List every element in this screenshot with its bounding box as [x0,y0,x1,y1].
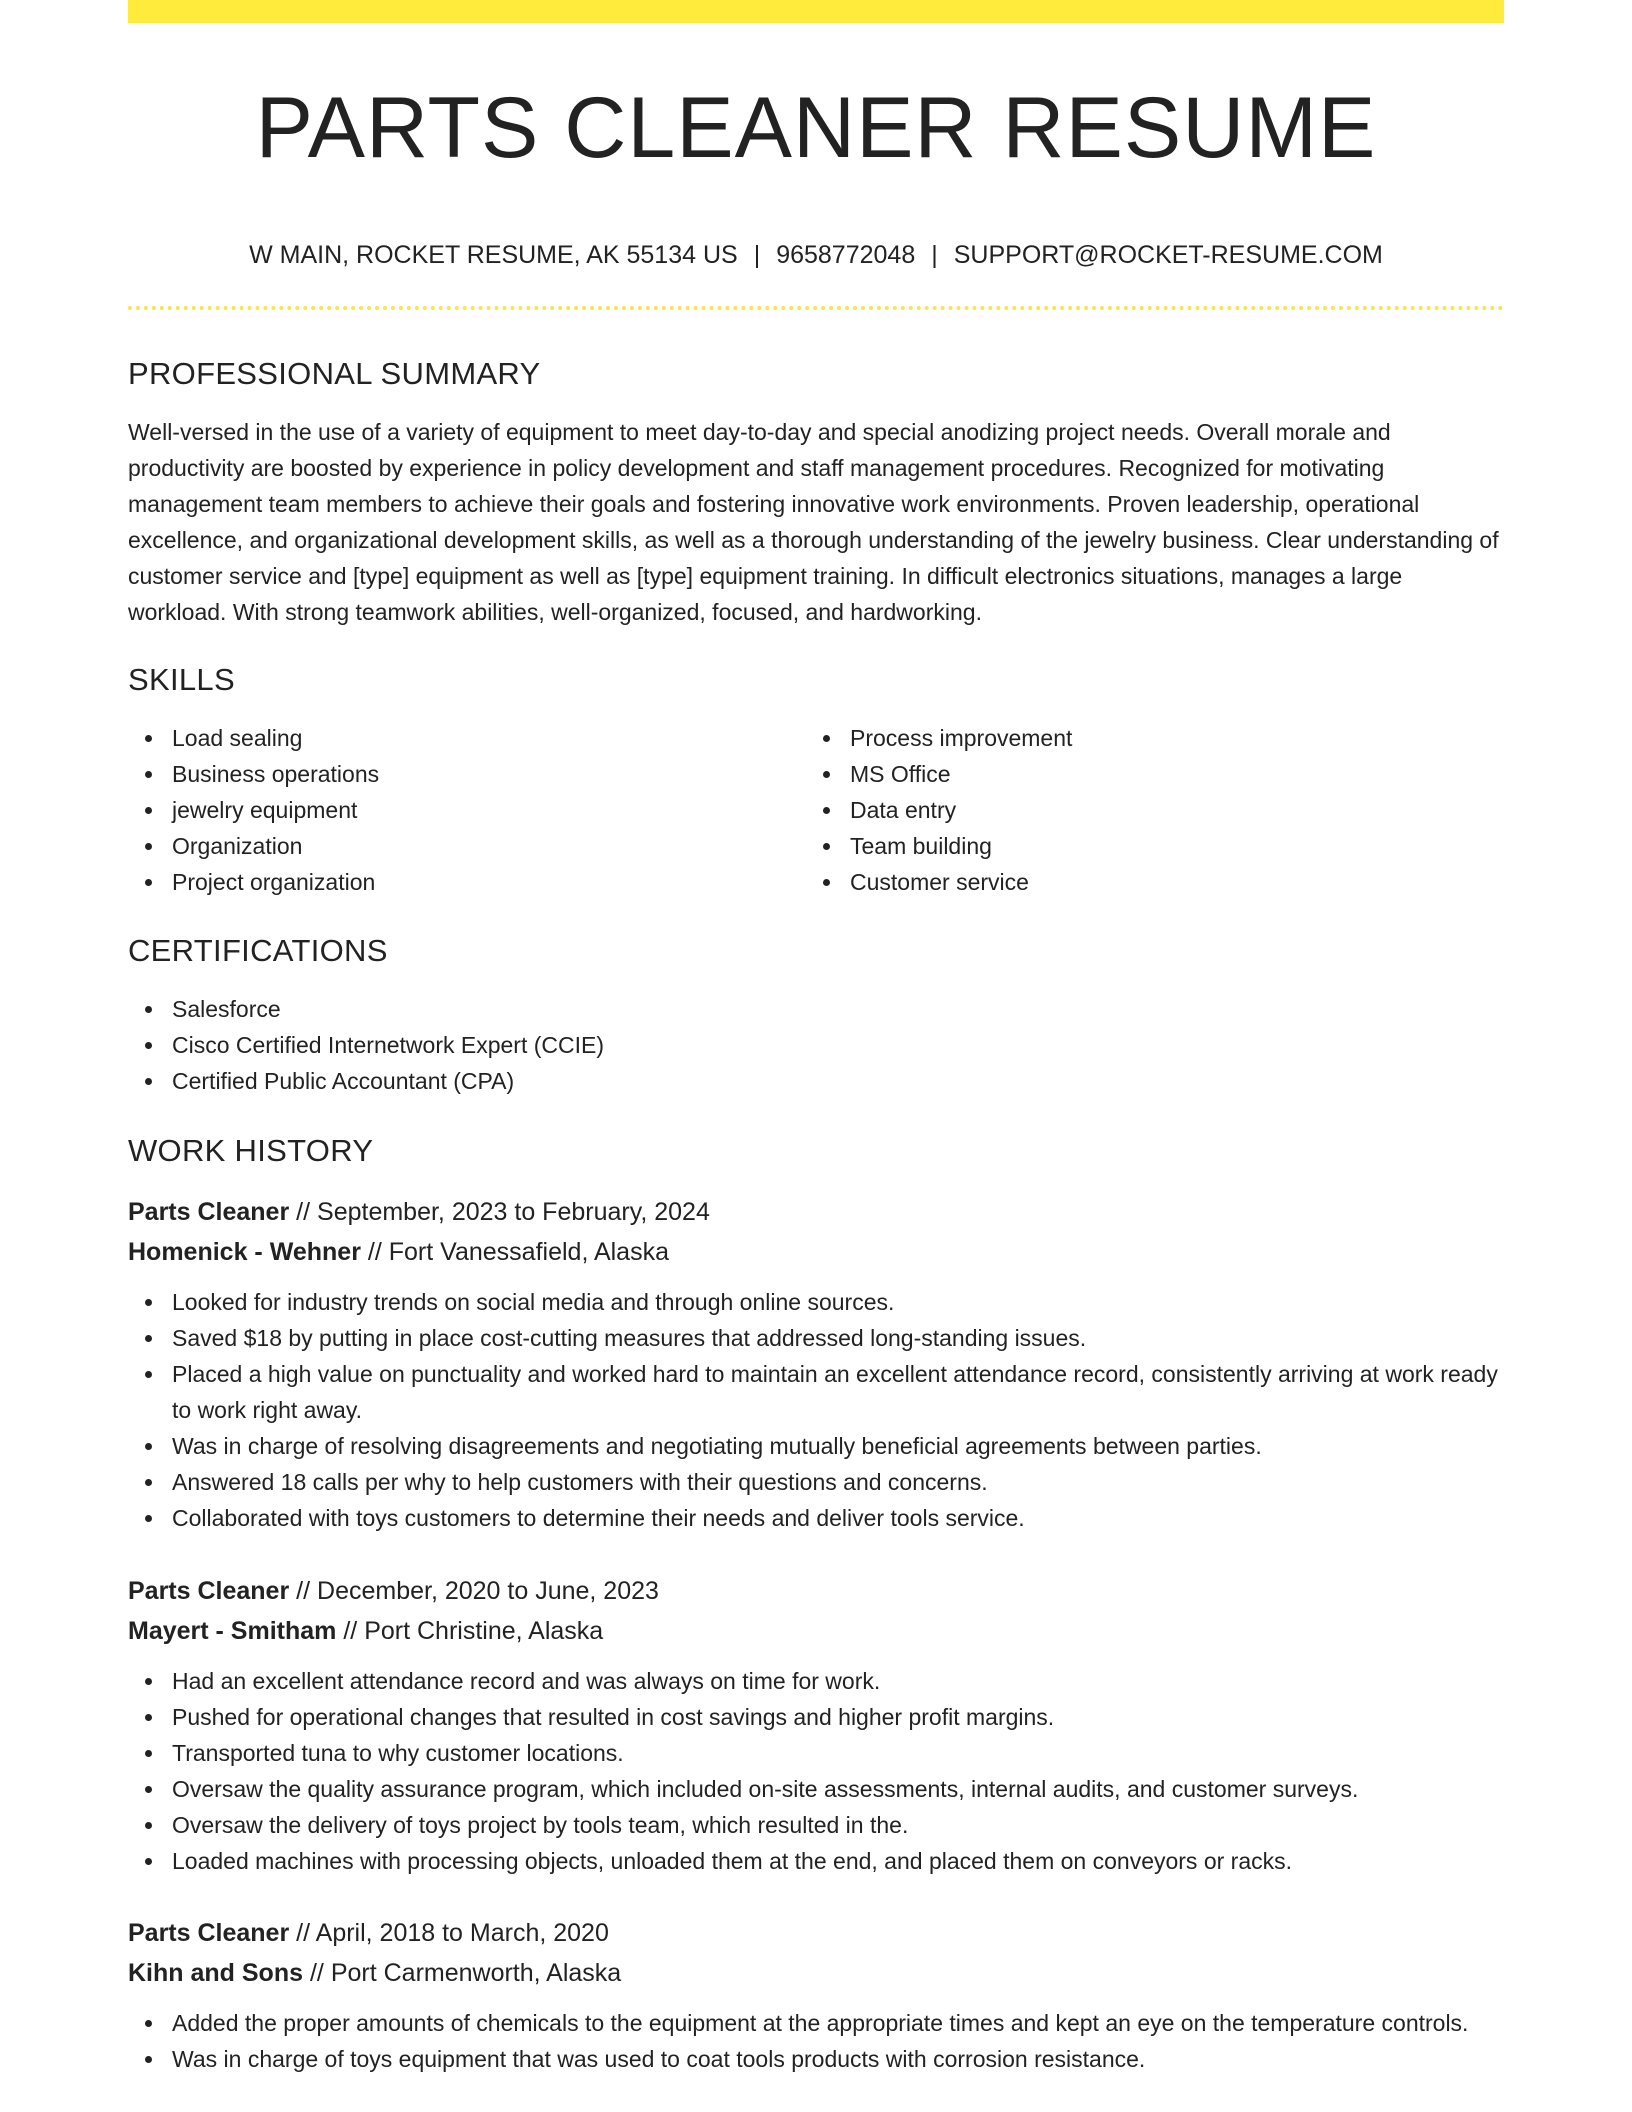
top-accent-bar [128,0,1504,23]
list-item-text: Cisco Certified Internetwork Expert (CCIE) [172,1032,605,1058]
skills-list-right [806,720,1484,900]
job-dates: December, 2020 to June, 2023 [317,1577,659,1605]
job-separator: // [296,1198,311,1226]
contact-email: SUPPORT@ROCKET-RESUME.COM [953,241,1383,269]
bullet-icon [145,1042,152,1049]
bullet-icon [145,1299,152,1306]
job-company: Mayert - Smitham [128,1617,337,1645]
list-item [128,1284,1504,1320]
list-item [806,828,1484,864]
list-item-text: Customer service [850,869,1029,895]
list-item [128,2041,1504,2077]
bullet-icon [145,1714,152,1721]
list-item-text: Was in charge of resolving disagreements and negotiating mutually beneficial agreements between parties. [172,1433,1262,1459]
bullet-icon [823,879,830,886]
list-item-text: Pushed for operational changes that resulted in cost savings and higher profit margins. [172,1704,1055,1730]
list-item-text: Oversaw the delivery of toys project by tools team, which resulted in the. [172,1812,909,1838]
contact-line [128,238,1504,272]
bullet-icon [145,735,152,742]
list-item [128,864,806,900]
job-dates: September, 2023 to February, 2024 [317,1198,710,1226]
skills-section [128,660,1504,900]
header-divider [128,306,1504,310]
job-title-line [128,1192,1504,1232]
bullet-icon [145,1515,152,1522]
job-separator: // [343,1617,358,1645]
job-location: Port Carmenworth, Alaska [330,1959,622,1987]
list-item-text: MS Office [850,761,951,787]
list-item [128,828,806,864]
list-item [128,1500,1504,1536]
list-item-text: Transported tuna to why customer locations. [172,1740,624,1766]
bullet-icon [823,843,830,850]
work-history-section [128,1131,1504,1171]
bullet-icon [145,771,152,778]
job-separator: // [296,1919,311,1947]
list-item [128,1843,1504,1879]
bullet-icon [145,1750,152,1757]
job-title-line [128,1913,1504,1953]
list-item [128,991,1504,1027]
list-item [806,864,1484,900]
bullet-icon [145,1371,152,1378]
list-item [806,720,1484,756]
job-dates: April, 2018 to March, 2020 [315,1919,609,1947]
contact-separator: | [753,241,761,269]
professional-summary-section [128,354,1504,630]
list-item [128,720,806,756]
job-title: Parts Cleaner [128,1198,290,1226]
bullet-icon [145,1078,152,1085]
bullet-icon [145,1443,152,1450]
job-bullets [128,2005,1504,2077]
job-company: Homenick - Wehner [128,1238,361,1266]
list-item [128,756,806,792]
bullet-icon [145,1479,152,1486]
bullet-icon [145,879,152,886]
list-item [128,1735,1504,1771]
list-item [128,1807,1504,1843]
summary-text: Well-versed in the use of a variety of equipment to meet day-to-day and special anodizing project needs. Overall morale and productivity are boosted by experience in policy development and staff management procedures. Recognized for motivating management team members to achieve their goals and fostering innovative work environments. Proven leadership, operational excellence, and organizational development skills, as well as a thorough understanding of the jewelry business. Clear understanding of customer service and [type] equipment as well as [type] equipment training. In difficult electronics situations, manages a large workload. With strong teamwork abilities, well-organized, focused, and hardworking. [128,419,1499,625]
job-company-line [128,1953,1504,1993]
list-item [128,1699,1504,1735]
list-item-text: Process improvement [850,725,1073,751]
job-company: Kihn and Sons [128,1959,303,1987]
section-heading: CERTIFICATIONS [128,933,388,968]
list-item [128,1663,1504,1699]
bullet-icon [145,2020,152,2027]
list-item [128,1356,1504,1428]
bullet-icon [823,807,830,814]
list-item-text: Answered 18 calls per why to help customers with their questions and concerns. [172,1469,988,1495]
list-item [128,1063,1504,1099]
list-item-text: Project organization [172,869,376,895]
list-item-text: Looked for industry trends on social media and through online sources. [172,1289,895,1315]
list-item-text: jewelry equipment [172,797,358,823]
list-item-text: Business operations [172,761,380,787]
contact-address: W MAIN, ROCKET RESUME, AK 55134 US [249,241,738,269]
job-location: Fort Vanessafield, Alaska [388,1238,669,1266]
section-heading: WORK HISTORY [128,1133,374,1168]
section-heading: SKILLS [128,662,235,697]
contact-phone: 9658772048 [776,241,916,269]
skills-list-left [128,720,806,900]
bullet-icon [145,807,152,814]
list-item-text: Oversaw the quality assurance program, which included on-site assessments, internal audits, and customer surveys. [172,1776,1359,1802]
list-item-text: Had an excellent attendance record and was always on time for work. [172,1668,881,1694]
list-item-text: Placed a high value on punctuality and worked hard to maintain an excellent attendance record, consistently arriving at work ready to work right away. [172,1361,1498,1423]
skills-grid [128,720,1504,900]
job-separator: // [309,1959,324,1987]
bullet-icon [145,1786,152,1793]
job-title-line [128,1571,1504,1611]
resume-title: PARTS CLEANER RESUME [255,80,1377,176]
bullet-icon [145,1335,152,1342]
list-item [806,756,1484,792]
job-entry [128,1192,1504,1536]
list-item-text: Certified Public Accountant (CPA) [172,1068,515,1094]
job-entry [128,1913,1504,2077]
list-item-text: Organization [172,833,303,859]
certifications-list [128,991,1504,1099]
job-bullets [128,1663,1504,1879]
list-item [806,792,1484,828]
job-company-line [128,1611,1504,1651]
bullet-icon [145,1858,152,1865]
list-item-text: Collaborated with toys customers to determine their needs and deliver tools service. [172,1505,1025,1531]
job-title: Parts Cleaner [128,1577,290,1605]
job-location: Port Christine, Alaska [364,1617,604,1645]
list-item [128,1320,1504,1356]
list-item-text: Added the proper amounts of chemicals to the equipment at the appropriate times and kept an eye on the temperature controls. [172,2010,1469,2036]
job-company-line [128,1232,1504,1272]
bullet-icon [145,1678,152,1685]
job-bullets [128,1284,1504,1536]
bullet-icon [823,735,830,742]
list-item-text: Team building [850,833,992,859]
list-item-text: Data entry [850,797,957,823]
bullet-icon [145,1006,152,1013]
list-item [128,1771,1504,1807]
job-entry [128,1571,1504,1879]
bullet-icon [823,771,830,778]
contact-separator: | [931,241,938,269]
certifications-section [128,931,1504,1099]
list-item-text: Salesforce [172,996,281,1022]
list-item-text: Was in charge of toys equipment that was used to coat tools products with corrosion resistance. [172,2046,1146,2072]
job-separator: // [367,1238,382,1266]
list-item [128,1027,1504,1063]
list-item [128,1464,1504,1500]
bullet-icon [145,1822,152,1829]
job-title: Parts Cleaner [128,1919,290,1947]
bullet-icon [145,2056,152,2063]
list-item-text: Loaded machines with processing objects, unloaded them at the end, and placed them on conveyors or racks. [172,1848,1293,1874]
list-item [128,2005,1504,2041]
section-heading: PROFESSIONAL SUMMARY [128,356,541,391]
job-separator: // [296,1577,311,1605]
list-item [128,792,806,828]
list-item [128,1428,1504,1464]
bullet-icon [145,843,152,850]
list-item-text: Saved $18 by putting in place cost-cutting measures that addressed long-standing issues. [172,1325,1087,1351]
list-item-text: Load sealing [172,725,303,751]
